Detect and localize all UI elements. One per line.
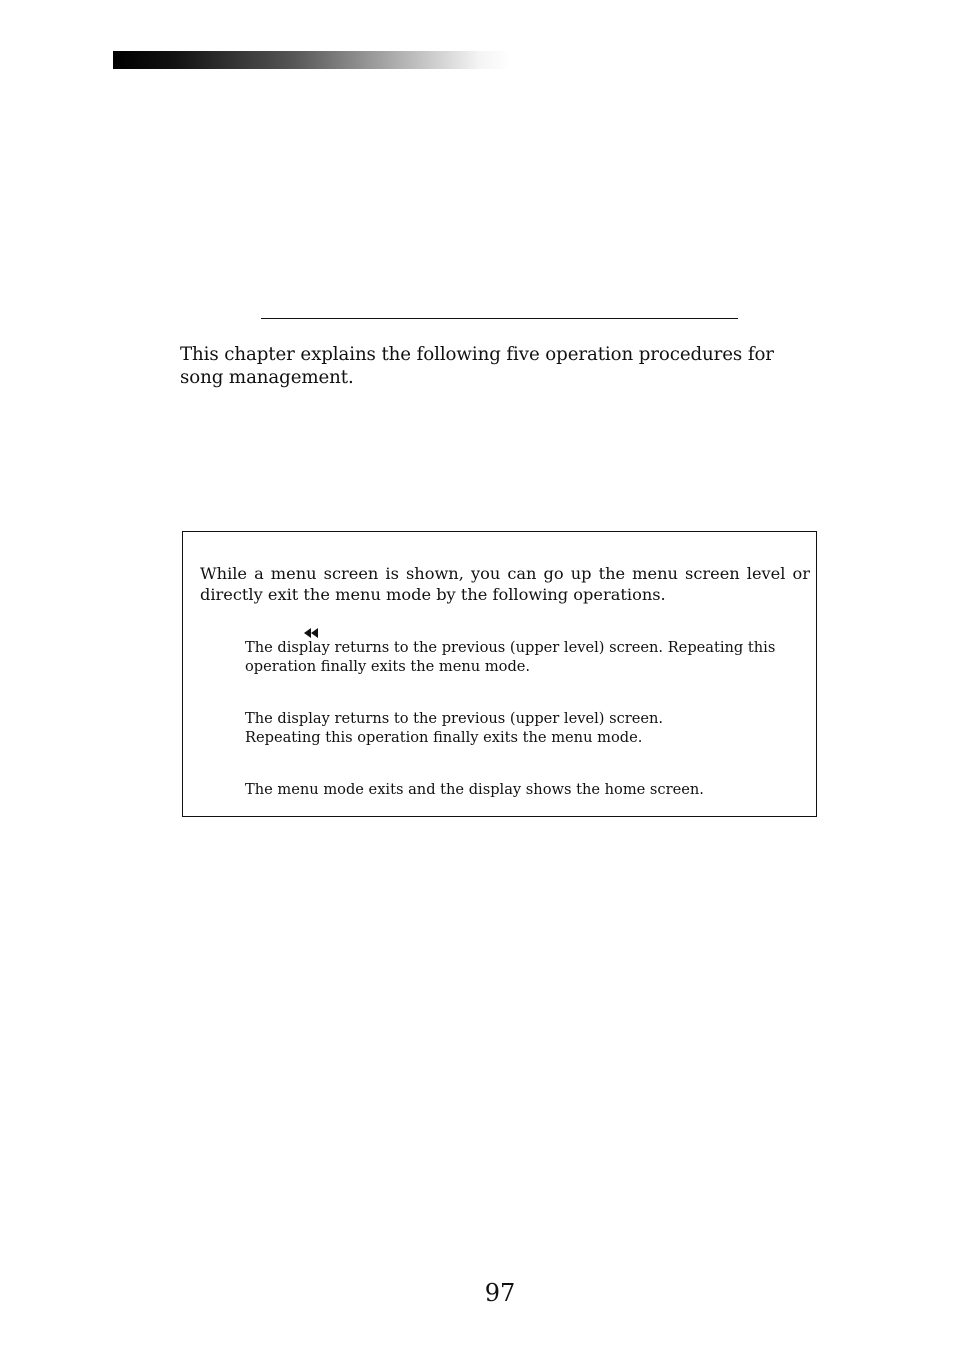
note-item-rewind: The display returns to the previous (upper level) screen. Repeating this operation finally exits the menu mode. — [245, 639, 776, 675]
note-intro: While a menu screen is shown, you can go up the menu screen level or directly exit the menu mode by the following operations. — [200, 564, 810, 604]
rewind-icon — [303, 624, 319, 636]
header-gradient-bar — [113, 51, 511, 69]
note-item-home: The menu mode exits and the display shows the home screen. — [245, 781, 704, 798]
note-item-exit: The display returns to the previous (upper level) screen. Repeating this operation finally exits the menu mode. — [245, 710, 664, 746]
note-box — [182, 531, 817, 817]
title-rule — [261, 318, 738, 319]
intro-paragraph: This chapter explains the following five operation procedures for song management. — [180, 344, 774, 388]
page-number: 97 — [484, 1279, 516, 1307]
